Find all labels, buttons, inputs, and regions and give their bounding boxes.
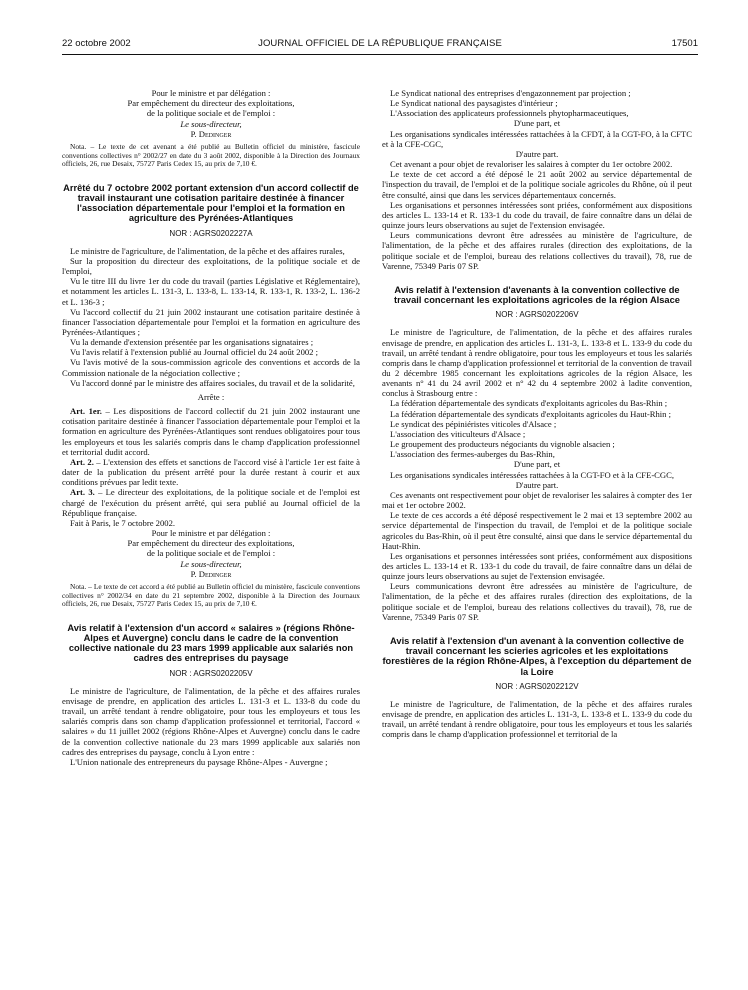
paragraph: Le texte de cet accord a été déposé le 21 août 2002 au service départemental de l'inspection du travail, de l'emploi et de la politique sociale agricoles du Rhône, où il peut être consulté, ainsi que dans les services départementaux concernés.	[382, 169, 692, 200]
header-journal-title: JOURNAL OFFICIEL DE LA RÉPUBLIQUE FRANÇAISE	[258, 38, 502, 49]
article-text: – Les dispositions de l'accord collectif du 21 juin 2002 instaurant une cotisation paritaire destinée à financer l'association départementale pour l'emploi et la formation en agriculture des Pyrénées-Atlantiques sont rendues obligatoires pour tous les employeurs et tous les salariés compris dans le champ d'application professionnel et territorial dudit accord.	[62, 406, 360, 457]
nor-reference: NOR : AGRS0202206V	[495, 310, 579, 320]
signature-role: Le sous-directeur,	[180, 118, 242, 129]
paragraph: Ces avenants ont respectivement pour objet de revaloriser les salaires à compter des 1er mai et 1er octobre 2002.	[382, 489, 692, 511]
right-column	[382, 88, 692, 740]
paragraph: Les organisations et personnes intéressées sont priées, conformément aux dispositions des articles L. 133-14 et R. 133-1 du code du travail, de faire connaître dans un délai de quinze jours leurs observations au sujet de l'extension envisagée.	[382, 199, 692, 231]
nota: Nota. – Le texte de cet accord a été publié au Bulletin officiel du ministère, fascicule conventions collectives n° 2002/34 en date du 21 septembre 2002, disponible à la Direction des Journaux officiels, 26, rue Desaix, 75727 Paris Cedex 15, au prix de 7,10 €.	[62, 582, 360, 609]
dune-part: D'une part, et	[513, 118, 561, 129]
paragraph: Vu la demande d'extension présentée par les organisations signataires ;	[70, 337, 314, 348]
article-1	[62, 406, 360, 457]
article-label: Art. 3.	[70, 487, 95, 498]
paragraph: Le texte de ces accords a été déposé respectivement le 2 mai et 13 septembre 2002 au service départemental de l'inspection du travail, de l'emploi et de la politique sociale agricoles du Bas-Rhin, où il peut être consulté, ainsi que dans le service départemental du Haut-Rhin.	[382, 510, 692, 551]
paragraph: Le Syndicat national des entreprises d'engazonnement par projection ;	[390, 88, 631, 98]
paragraph: Le ministre de l'agriculture, de l'alimentation, de la pêche et des affaires rurales envisage de prendre, en application des articles L. 131-3, L. 133-8 et L. 133-9 du code du travail, un arrêté tendant à rendre obligatoire, pour tous les employeurs et tous les salariés compris dans le champ d'application professionnel et territorial de la	[382, 698, 692, 740]
signature-block	[62, 528, 360, 579]
paragraph: Le ministre de l'agriculture, de l'alimentation, de la pêche et des affaires rurales,	[70, 245, 345, 256]
paragraph: Les organisations et personnes intéressées sont priées, conformément aux dispositions des articles L. 133-14 et R. 133-1 du code du travail, de faire connaître dans un délai de quinze jours leurs observations au sujet de l'extension envisagée.	[382, 550, 692, 582]
nor-reference: NOR : AGRS0202212V	[495, 681, 579, 691]
paragraph: La fédération départementale des syndicats d'exploitants agricoles du Bas-Rhin ;	[390, 398, 668, 409]
nota: Nota. – Le texte de cet avenant a été publié au Bulletin officiel du ministère, fascicule conventions collectives n° 2002/27 en date du 3 août 2002, disponible à la Direction des Journaux officiels, 26, rue Desaix, 75727 Paris Cedex 15, au prix de 7,10 €.	[62, 142, 360, 169]
paragraph: Cet avenant a pour objet de revaloriser les salaires à compter du 1er octobre 2002.	[390, 159, 673, 170]
dautre-part: D'autre part.	[515, 479, 559, 490]
paragraph: L'association des viticulteurs d'Alsace ;	[390, 428, 526, 439]
paragraph: Vu l'accord collectif du 21 juin 2002 instaurant une cotisation paritaire destinée à financer l'association départementale pour l'emploi et la formation en agriculture des Pyrénées-Atlantiques ;	[62, 306, 360, 338]
paragraph: Les organisations syndicales intéressées rattachées à la CGT-FO et à la CFE-CGC,	[390, 469, 675, 480]
signature-line: de la politique sociale et de l'emploi :	[146, 548, 276, 559]
paragraph: L'Association des applicateurs professionnels phytopharmaceutiques,	[390, 108, 629, 119]
paragraph: Vu le titre III du livre 1er du code du travail (parties Législative et Réglementaire), et notamment les articles L. 131-3, L. 133-8, L. 133-14, R. 133-1, R. 133-2, L. 136-2 et L. 136-3 ;	[62, 276, 360, 307]
left-column	[62, 88, 360, 767]
page-header	[62, 38, 698, 52]
article-label: Art. 2.	[70, 456, 94, 467]
article-label: Art. 1er.	[70, 406, 102, 417]
paragraph: L'association des fermes-auberges du Bas-Rhin,	[390, 449, 555, 460]
paragraph: L'Union nationale des entrepreneurs du paysage Rhône-Alpes - Auvergne ;	[70, 756, 328, 767]
avis-title: Avis relatif à l'extension d'avenants à la convention collective de travail concernant les exploitations agricoles de la région Alsace	[394, 284, 680, 306]
article-text: – Le directeur des exploitations, de la politique sociale et de l'emploi est chargé de l'exécution du présent arrêté, qui sera publié au Journal officiel de la République française.	[62, 487, 360, 518]
arrete-word: Arrête :	[197, 391, 225, 402]
paragraph: Vu l'avis motivé de la sous-commission agricole des conventions et accords de la Commission nationale de la négociation collective ;	[62, 357, 360, 378]
header-page-number: 17501	[671, 38, 698, 49]
paragraph: Le Syndicat national des paysagistes d'intérieur ;	[390, 98, 558, 109]
paragraph: Leurs communications devront être adressées au ministère de l'agriculture, de l'alimentation, de la pêche et des affaires rurales (direction des exploitations, de la politique sociale et de l'emploi, bureau des relations collectives du travail), 78, rue de Varenne, 75349 Paris 07 SP.	[382, 581, 692, 622]
signature-line: Pour le ministre et par délégation :	[151, 88, 271, 98]
nor-reference: NOR : AGRS0202205V	[169, 668, 253, 678]
paragraph: Sur la proposition du directeur des exploitations, de la politique sociale et de l'emploi,	[62, 255, 360, 277]
signature-line: Par empêchement du directeur des exploitations,	[127, 98, 295, 109]
dautre-part: D'autre part.	[515, 148, 559, 159]
dune-part: D'une part, et	[513, 459, 561, 470]
paragraph: Vu l'accord donné par le ministre des affaires sociales, du travail et de la solidarité,	[70, 377, 355, 388]
paragraph: Leurs communications devront être adressées au ministère de l'agriculture, de l'alimentation, de la pêche et des affaires rurales (direction des exploitations, de la politique sociale et de l'emploi, bureau des relations collectives du travail), 78, rue de Varenne, 75349 Paris 07 SP.	[382, 230, 692, 271]
fait-a-paris: Fait à Paris, le 7 octobre 2002.	[70, 517, 176, 528]
avis-title: Avis relatif à l'extension d'un avenant à la convention collective de travail concernant les scieries agricoles et les exploitations forestières de la région Rhône-Alpes, à l'exception du département de la Loire	[382, 635, 692, 677]
paragraph: Le ministre de l'agriculture, de l'alimentation, de la pêche et des affaires rurales envisage de prendre, en application des articles L. 131-3, L. 133-8 et L. 133-9 du code du travail, un arrêté tendant à rendre obligatoire, pour tous les employeurs et tous les salariés compris dans le champ d'application professionnel et territorial de la convention de travail du 2 décembre 1985 concernant les exploitations agricoles de la région Alsace, les avenants n° 41 du 24 avril 2002 et n° 42 du 4 septembre 2002 à ladite convention, conclus à Strasbourg entre :	[382, 327, 692, 399]
nor-reference: NOR : AGRS0202227A	[169, 228, 253, 238]
signature-name: P. Dedinger	[190, 568, 232, 579]
paragraph: Le syndicat des pépiniéristes viticoles d'Alsace ;	[390, 418, 557, 429]
paragraph: Vu l'avis relatif à l'extension publié au Journal officiel du 24 août 2002 ;	[70, 347, 319, 358]
paragraph: Le groupement des producteurs négociants du vignoble alsacien ;	[390, 439, 615, 450]
signature-name: P. Dedinger	[190, 128, 232, 139]
paragraph: Le ministre de l'agriculture, de l'alimentation, de la pêche et des affaires rurales envisage de prendre, en application des articles L. 131-3 et L. 133-8 du code du travail, un arrêté tendant à rendre obligatoire, pour tous les employeurs et tous les salariés compris dans son champ d'application professionnel et territorial, l'accord « salaires » du 11 juillet 2002 (régions Rhône-Alpes et Auvergne) conclu dans le cadre de la convention collective nationale du 23 mars 1999 applicable aux salariés non cadres des entreprises du paysage, conclu à Lyon entre :	[62, 685, 360, 757]
article-3	[62, 487, 360, 517]
article-text: – L'extension des effets et sanctions de l'accord visé à l'article 1er est faite à dater de la publication du présent arrêté pour la durée restant à courir et aux conditions prévues par ledit texte.	[62, 456, 360, 488]
header-rule	[62, 54, 698, 55]
avis-title: Avis relatif à l'extension d'un accord « salaires » (régions Rhône-Alpes et Auvergne) conclu dans le cadre de la convention collective nationale du 23 mars 1999 applicable aux salariés non cadres des entreprises du paysage	[67, 622, 355, 664]
signature-role: Le sous-directeur,	[180, 558, 242, 569]
paragraph: Les organisations syndicales intéressées rattachées à la CFDT, à la CGT-FO, à la CFTC et à la CFE-CGC,	[382, 128, 692, 149]
header-date: 22 octobre 2002	[62, 38, 131, 49]
article-2	[62, 457, 360, 487]
signature-line: Pour le ministre et par délégation :	[151, 527, 271, 538]
signature-block	[62, 88, 360, 139]
paragraph: La fédération départementale des syndicats d'exploitants agricoles du Haut-Rhin ;	[390, 408, 671, 419]
signature-line: Par empêchement du directeur des exploitations,	[127, 538, 295, 549]
arrete-title: Arrêté du 7 octobre 2002 portant extension d'un accord collectif de travail instaurant une cotisation paritaire destinée à financer l'association départementale pour l'emploi et la formation en agriculture des Pyrénées-Atlantiques	[63, 182, 359, 224]
signature-line: de la politique sociale et de l'emploi :	[146, 108, 276, 119]
